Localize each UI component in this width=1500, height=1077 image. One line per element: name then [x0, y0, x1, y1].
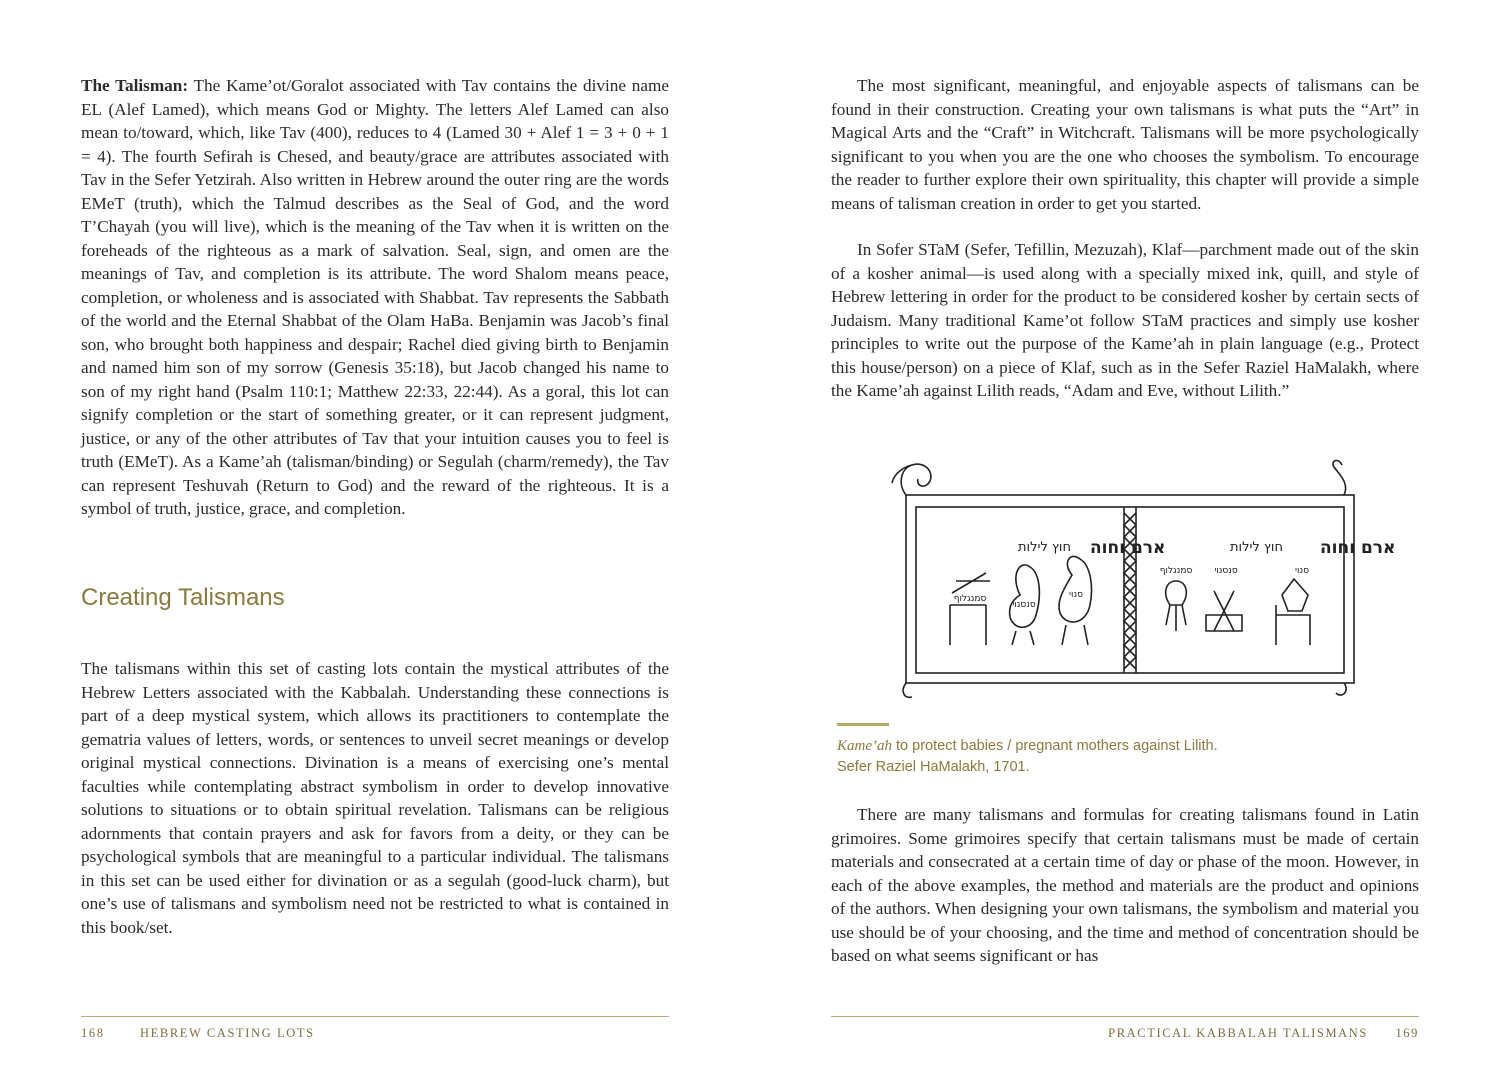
bird-figure-1 [1010, 565, 1040, 627]
footer-rule-left [81, 1016, 669, 1017]
running-head-right: PRACTICAL KABBALAH TALISMANS [1108, 1026, 1368, 1040]
page-number-left: 168 [81, 1026, 105, 1040]
creating-talismans-paragraph: The talismans within this set of casting lots contain the mystical attributes of the Hebrew Letters associated with the Kabbalah. Understanding these connections is part of a deep mystical system, which allows its practitioners to contemplate the gematria values of letters, words, or sentences to unveil secret meanings or develop original mystical connections. Divination is a means of exercising one’s mental faculties while contemplating abstract symbolism in order to develop innovative solutions to situations or to obtain spiritual revelation. Talismans can be religious adornments that contain prayers and ask for favors from a deity, or they can be psychological symbols that are meaningful to a particular individual. The talismans in this set can be used either for divination or as a segulah (good-luck charm), but one’s use of talismans and symbolism need not be restricted to what is contained in this book/set. [81, 659, 669, 937]
grimoires-paragraph: There are many talismans and formulas for creating talismans found in Latin grimoires. Some grimoires specify that certain talismans must be made of certain materials and consecrated at a certain time of day or phase of the moon. However, in each of the above examples, the method and materials are the product and opinions of the authors. When designing your own talismans, the symbolism and material you use should be of your choosing, and the time and method of concentration should be based on what seems significant or has [831, 805, 1419, 965]
running-head-left: HEBREW CASTING LOTS [140, 1026, 315, 1040]
curl-right-icon [1333, 461, 1346, 495]
bird-label-2: סנסנוי [1012, 600, 1036, 610]
curl-left-icon [901, 464, 931, 495]
heb-left-main: ארם וחוה [1090, 538, 1166, 558]
angel-name-3: סמנגלוף [1159, 566, 1193, 576]
angel-name-1: סנוי [1295, 566, 1309, 576]
talisman-paragraph [81, 74, 669, 521]
figure-right-1 [1166, 581, 1187, 631]
figure-caption [837, 736, 1397, 778]
sofer-stam-paragraph: In Sofer STaM (Sefer, Tefillin, Mezuzah), Klaf—parchment made out of the skin of a kosher animal—is used along with a specially mixed ink, quill, and style of Hebrew lettering in order for the product to be considered kosher by certain sects of Judaism. Many traditional Kame’ot follow STaM practices and simply use kosher principles to write out the purpose of the Kame’ah in plain language (e.g., Protect this house/person) on a piece of Klaf, such as in the Sefer Raziel HaMalakh, where the Kame’ah against Lilith reads, “Adam and Eve, without Lilith.” [831, 240, 1419, 400]
talisman-lead: The Talisman: [81, 76, 189, 95]
figure-right-3 [1276, 579, 1310, 645]
construction-paragraph: The most significant, meaningful, and enjoyable aspects of talismans can be found in their construction. Creating your own talismans is what puts the “Art” in Magical Arts and the “Craft” in Witchcraft. Talismans will be more psychologically significant to you when you are the one who chooses the symbolism. To encourage the reader to further explore their own spirituality, this chapter will provide a simple means of talisman creation in order to get you started. [831, 76, 1419, 213]
caption-rule [837, 723, 889, 726]
footer-rule-right [831, 1016, 1419, 1017]
caption-italic: Kame’ah [837, 738, 892, 754]
heb-left-small: חוץ לילות [1018, 540, 1071, 555]
angel-name-2: סנסנוי [1214, 566, 1238, 576]
talisman-text: The Kame’ot/Goralot associated with Tav contains the divine name EL (Alef Lamed), which means God or Mighty. The letters Alef Lamed can also mean to/toward, which, like Tav (400), reduces to 4 (Lamed 30 + Alef 1 = 3 + 0 + 1 = 4). The fourth Sefirah is Chesed, and beauty/grace are attributes associated with Tav in the Sefer Yetzirah. Also written in Hebrew around the outer ring are the words EMeT (truth), which the Talmud describes as the Seal of God, and the word T’Chayah (you will live), which is the meaning of the Tav when it is written on the foreheads of the righteous as a mark of salvation. Seal, sign, and omen are the meanings of Tav, and completion is its attribute. The word Shalom means peace, completion, or wholeness and is associated with Shabbat. Tav represents the Sabbath of the world and the Eternal Shabbat of the Olam HaBa. Benjamin was Jacob’s final son, who brought both happiness and despair; Rachel died giving birth to Benjamin and named him son of my sorrow (Genesis 35:18), but Jacob changed his name to son of my right hand (Psalm 110:1; Matthew 22:33, 22:44). As a goral, this lot can signify completion or the start of something greater, or it can represent judgment, justice, or any of the other attributes of Tav that your intuition causes you to feel is truth (EMeT). As a Kame’ah (talisman/binding) or Segulah (charm/remedy), the Tav can represent Teshuvah (Return to God) and the reward of the righteous. It is a symbol of truth, justice, grace, and completion. [81, 76, 669, 518]
footer-left [81, 1026, 315, 1041]
figure-right-2 [1206, 591, 1242, 631]
heb-right-small: חוץ לילות [1230, 540, 1283, 555]
section-heading: Creating Talismans [81, 584, 285, 611]
page-number-right: 169 [1395, 1026, 1419, 1040]
bird-label-3: סמנגלוף [953, 594, 987, 604]
heb-right-main: ארם וחוה [1320, 538, 1396, 558]
footer-right [1108, 1026, 1419, 1041]
caption-line2: Sefer Raziel HaMalakh, 1701. [837, 759, 1030, 775]
caption-line1: to protect babies / pregnant mothers against Lilith. [892, 738, 1218, 754]
bird-label-1: סנוי [1069, 590, 1083, 600]
kameah-illustration [890, 455, 1396, 705]
chair-figure-left [950, 573, 990, 645]
